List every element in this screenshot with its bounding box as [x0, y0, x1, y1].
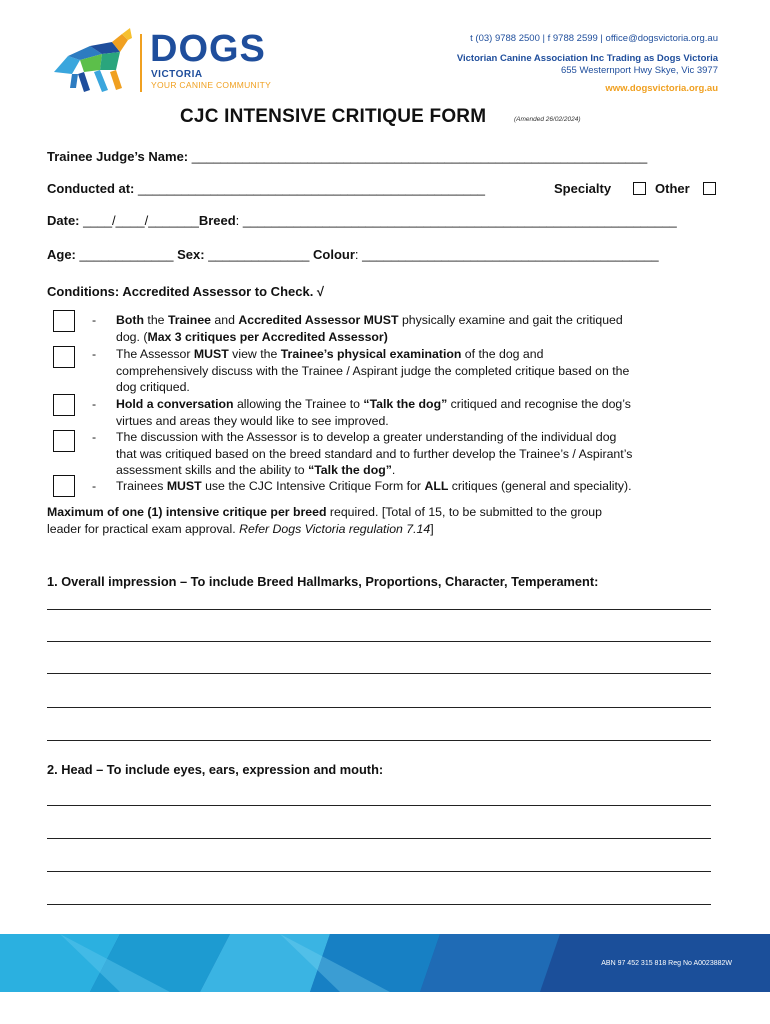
- text-bold: Accredited Assessor MUST: [238, 313, 399, 327]
- other-checkbox[interactable]: [703, 182, 716, 195]
- text: The Assessor: [116, 347, 194, 361]
- answer-line[interactable]: [47, 904, 711, 905]
- text-bold: Trainee’s physical examination: [280, 347, 462, 361]
- text: critiqued and recognise the dog’s: [447, 397, 631, 411]
- condition-item-3: [92, 396, 722, 430]
- text: dog. (: [116, 329, 148, 344]
- colour-label: Colour: [309, 247, 355, 262]
- maximum-text: leader for practical exam approval.: [47, 522, 240, 536]
- maximum-text: ]: [430, 522, 434, 536]
- date-field[interactable]: ____/____/_______: [83, 213, 199, 228]
- org-address: 655 Westernport Hwy Skye, Vic 3977: [560, 65, 718, 76]
- answer-line[interactable]: [47, 871, 711, 872]
- condition-checkbox-2[interactable]: [53, 346, 75, 368]
- answer-line[interactable]: [47, 805, 711, 806]
- date-breed-row: [47, 214, 677, 227]
- condition-text: [116, 346, 726, 396]
- text: allowing the Trainee to: [233, 397, 364, 411]
- text-bold: ALL: [424, 479, 449, 493]
- sex-label: Sex:: [173, 247, 209, 262]
- date-label: Date:: [47, 213, 84, 228]
- org-name: Victorian Canine Association Inc Trading as Dogs Victoria: [456, 53, 718, 64]
- logo-wordmark: DOGS: [150, 28, 266, 70]
- text: that was critiqued based on the breed standard and to further develop the Trainee’s / Aspirant’s: [116, 446, 633, 461]
- answer-line[interactable]: [47, 838, 711, 839]
- text: the: [144, 313, 168, 327]
- text: of the dog and: [461, 347, 544, 361]
- text-bold: “Talk the dog”: [363, 397, 448, 411]
- condition-text: [116, 396, 726, 429]
- text: and: [211, 313, 239, 327]
- condition-item-5: [92, 478, 722, 496]
- text-bold: Max 3 critiques per Accredited Assessor): [147, 329, 388, 344]
- text: view the: [228, 347, 281, 361]
- answer-line[interactable]: [47, 641, 711, 642]
- abn-text: ABN 97 452 315 818 Reg No A0023882W: [601, 960, 732, 967]
- condition-item-1: [92, 312, 722, 346]
- age-sex-colour-row: [47, 248, 659, 261]
- text: Trainees: [116, 479, 167, 493]
- condition-dash: -: [92, 430, 97, 444]
- section-2-heading: 2. Head – To include eyes, ears, expression and mouth:: [47, 762, 384, 777]
- condition-checkbox-5[interactable]: [53, 475, 75, 497]
- text: use the CJC Intensive Critique Form for: [201, 479, 425, 493]
- text: The discussion with the Assessor is to develop a greater understanding of the individual dog: [116, 430, 617, 444]
- text-bold: MUST: [166, 479, 202, 493]
- condition-checkbox-1[interactable]: [53, 310, 75, 332]
- sex-field[interactable]: ______________: [208, 247, 310, 262]
- specialty-checkbox[interactable]: [633, 182, 646, 195]
- answer-line[interactable]: [47, 707, 711, 708]
- contact-line[interactable]: t (03) 9788 2500 | f 9788 2599 | office@dogsvictoria.org.au: [470, 33, 718, 44]
- specialty-label: Specialty: [554, 181, 612, 196]
- text: dog critiqued.: [116, 380, 190, 394]
- condition-dash: -: [92, 313, 97, 327]
- conducted-at-label: Conducted at:: [47, 181, 138, 196]
- condition-item-2: [92, 346, 722, 396]
- breed-label: Breed: [198, 213, 236, 228]
- breed-field[interactable]: : ____________________________________________________________: [235, 213, 677, 228]
- text: critiques (general and speciality).: [448, 479, 632, 493]
- colour-field[interactable]: : _________________________________________: [354, 247, 659, 262]
- text-bold: “Talk the dog”: [308, 463, 392, 477]
- condition-text: [116, 429, 726, 479]
- maximum-bold: Maximum of one (1) intensive critique per breed: [47, 505, 327, 519]
- trainee-name-field[interactable]: _______________________________________________________________: [191, 149, 648, 164]
- form-title: CJC INTENSIVE CRITIQUE FORM: [180, 106, 487, 127]
- maximum-note: [47, 504, 727, 538]
- answer-line[interactable]: [47, 673, 711, 674]
- condition-dash: -: [92, 397, 97, 411]
- condition-dash: -: [92, 479, 97, 493]
- amended-date: (Amended 26/02/2024): [514, 116, 581, 123]
- trainee-name-label: Trainee Judge’s Name:: [47, 149, 192, 164]
- condition-dash: -: [92, 347, 97, 361]
- text-bold: Trainee: [167, 313, 212, 327]
- condition-text: [116, 312, 726, 345]
- conducted-at-row: [47, 182, 485, 195]
- condition-text: [116, 478, 726, 495]
- trainee-name-row: [47, 150, 647, 163]
- logo-divider: [140, 34, 142, 92]
- text-bold: Both: [116, 313, 144, 327]
- answer-line[interactable]: [47, 740, 711, 741]
- other-label: Other: [655, 181, 690, 196]
- condition-checkbox-4[interactable]: [53, 430, 75, 452]
- logo-tagline: YOUR CANINE COMMUNITY: [151, 80, 272, 90]
- text: virtues and areas they would like to see improved.: [116, 413, 389, 428]
- text: assessment skills and the ability to: [116, 463, 309, 477]
- condition-item-4: [92, 429, 722, 479]
- condition-checkbox-3[interactable]: [53, 394, 75, 416]
- regulation-reference: Refer Dogs Victoria regulation 7.14: [239, 522, 431, 536]
- text-bold: MUST: [193, 347, 229, 361]
- maximum-text: required. [Total of 15, to be submitted to the group: [326, 505, 602, 519]
- website-link[interactable]: www.dogsvictoria.org.au: [605, 83, 718, 94]
- section-1-heading: 1. Overall impression – To include Breed Hallmarks, Proportions, Character, Temperament:: [47, 574, 599, 589]
- text: .: [391, 463, 396, 477]
- age-field[interactable]: _____________: [79, 247, 174, 262]
- text: physically examine and gait the critiqued: [398, 313, 623, 327]
- logo-subtitle: VICTORIA: [151, 69, 203, 80]
- conditions-heading: Conditions: Accredited Assessor to Check. √: [47, 284, 325, 299]
- text: comprehensively discuss with the Trainee / Aspirant judge the completed critique based on the: [116, 363, 630, 378]
- text-bold: Hold a conversation: [116, 397, 234, 411]
- conducted-at-field[interactable]: ________________________________________________: [138, 181, 486, 196]
- answer-line[interactable]: [47, 609, 711, 610]
- age-label: Age:: [47, 247, 80, 262]
